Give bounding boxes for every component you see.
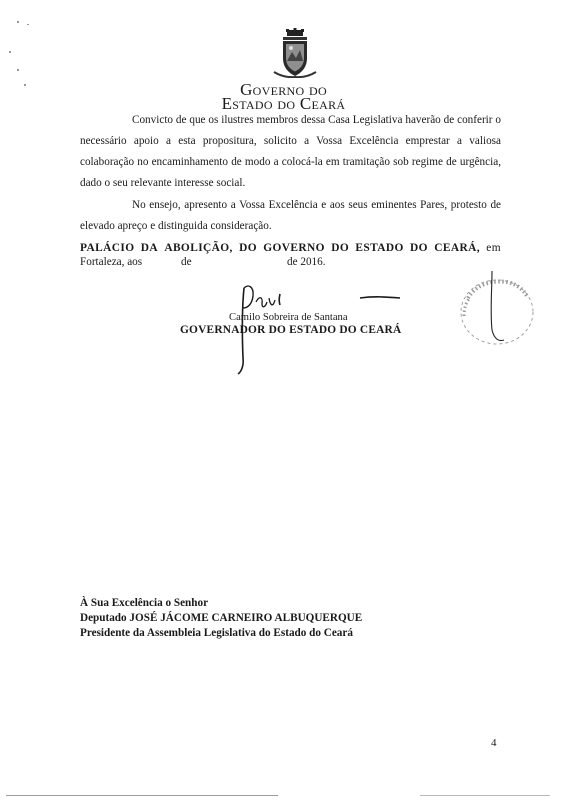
addressee-position: Presidente da Assembleia Legislativa do Estado do Ceará <box>80 627 353 639</box>
page-number: 4 <box>491 737 497 749</box>
fortaleza-text: Fortaleza, aos <box>80 256 143 268</box>
scan-speck <box>9 51 11 53</box>
scan-edge-line <box>420 795 550 796</box>
state-coat-of-arms-icon <box>272 28 318 78</box>
palace-word: GOVERNO <box>263 242 325 254</box>
signatory-name: Camilo Sobreira de Santana <box>229 312 348 323</box>
government-heading-line2: Estado do Ceará <box>221 94 346 113</box>
palace-word: ESTADO <box>355 242 404 254</box>
addressee-salutation: À Sua Excelência o Senhor <box>80 597 209 609</box>
signatory-title: GOVERNADOR DO ESTADO DO CEARÁ <box>180 324 402 336</box>
date-year-text: de 2016. <box>287 256 326 268</box>
palace-word: ABOLIÇÃO, <box>164 242 233 254</box>
scan-speck <box>17 21 19 23</box>
palace-closing-line <box>80 240 501 257</box>
palace-word: DO <box>239 242 257 254</box>
body-paragraph-2: No ensejo, apresento a Vossa Excelência e aos seus eminentes Pares, protesto de elevado apreço e distinguida consideração. <box>80 199 501 232</box>
government-heading-line1: Governo do <box>240 80 327 99</box>
scan-speck <box>17 69 19 71</box>
palace-word: CEARÁ, <box>434 242 480 254</box>
palace-em: em <box>486 242 501 254</box>
body-paragraph-1: Convicto de que os ilustres membros dessa Casa Legislativa haverão de conferir o necessário apoio a esta propositura, solicito a Vossa Excelência emprestar a valiosa colaboração no encaminhamento de modo a colocá-la em tramitação sob regime de urgência, dado o seu relevante interesse social. <box>80 114 501 189</box>
addressee-name: Deputado JOSÉ JÁCOME CARNEIRO ALBUQUERQUE <box>80 612 363 624</box>
scan-speck <box>27 24 29 25</box>
date-de-text: de <box>181 256 192 268</box>
palace-word: DO <box>410 242 428 254</box>
palace-word: DO <box>331 242 350 254</box>
palace-word: DA <box>140 242 159 254</box>
scan-edge-line <box>6 795 278 796</box>
palace-word: PALÁCIO <box>80 242 135 254</box>
protocol-stamp-icon <box>452 270 542 350</box>
